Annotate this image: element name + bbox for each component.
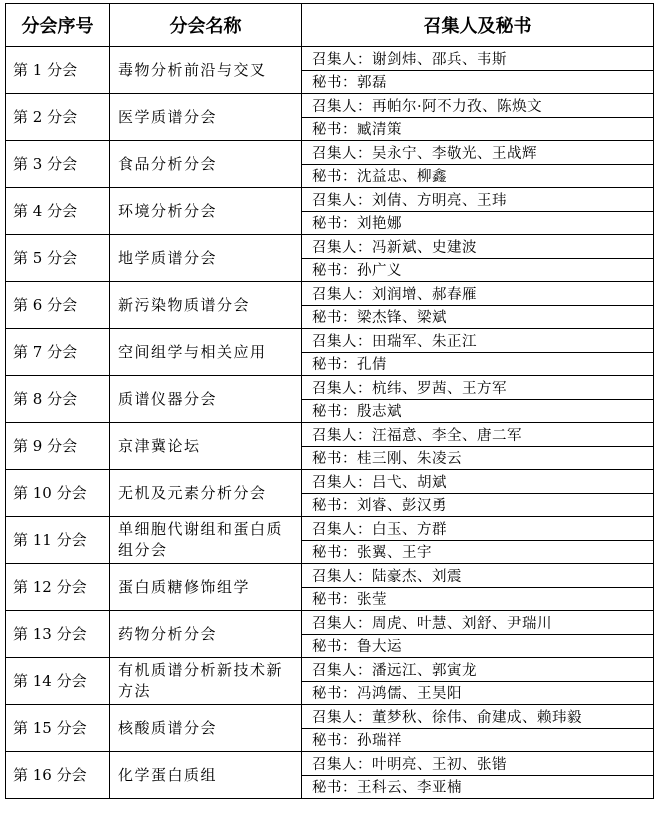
secretary-cell: 秘书：沈益忠、柳鑫 [302, 164, 654, 188]
secretary-cell: 秘书：梁杰锋、梁斌 [302, 305, 654, 329]
subconference-name: 京津冀论坛 [110, 423, 302, 470]
convener-cell: 召集人：田瑞军、朱正江 [302, 329, 654, 353]
subconference-name: 空间组学与相关应用 [110, 329, 302, 376]
convener-cell: 召集人：周虎、叶慧、刘舒、尹瑞川 [302, 611, 654, 635]
subconference-name: 化学蛋白质组 [110, 752, 302, 799]
convener-cell: 召集人：董梦秋、徐伟、俞建成、赖玮毅 [302, 705, 654, 729]
subconference-name: 地学质谱分会 [110, 235, 302, 282]
table-row [6, 141, 654, 165]
header-name: 分会名称 [110, 4, 302, 47]
secretary-cell: 秘书：孙瑞祥 [302, 728, 654, 752]
table-row [6, 517, 654, 541]
subconference-table [5, 3, 654, 799]
table-row [6, 470, 654, 494]
secretary-cell: 秘书：殷志斌 [302, 399, 654, 423]
secretary-cell: 秘书：臧清策 [302, 117, 654, 141]
convener-cell: 召集人：白玉、方群 [302, 517, 654, 541]
table-row [6, 376, 654, 400]
subconference-name: 医学质谱分会 [110, 94, 302, 141]
header-row [6, 4, 654, 47]
subconference-number: 第 9 分会 [6, 423, 110, 470]
secretary-cell: 秘书：桂三刚、朱凌云 [302, 446, 654, 470]
header-people: 召集人及秘书 [302, 4, 654, 47]
subconference-number: 第 14 分会 [6, 658, 110, 705]
convener-cell: 召集人：刘润增、郝春雁 [302, 282, 654, 306]
secretary-cell: 秘书：刘艳娜 [302, 211, 654, 235]
subconference-number: 第 11 分会 [6, 517, 110, 564]
convener-cell: 召集人：陆豪杰、刘震 [302, 564, 654, 588]
subconference-number: 第 2 分会 [6, 94, 110, 141]
subconference-number: 第 6 分会 [6, 282, 110, 329]
subconference-name: 核酸质谱分会 [110, 705, 302, 752]
table-row [6, 658, 654, 682]
convener-cell: 召集人：谢剑炜、邵兵、韦斯 [302, 47, 654, 71]
subconference-name: 无机及元素分析分会 [110, 470, 302, 517]
table-row [6, 235, 654, 259]
secretary-cell: 秘书：孙广义 [302, 258, 654, 282]
subconference-number: 第 15 分会 [6, 705, 110, 752]
header-no: 分会序号 [6, 4, 110, 47]
table-row [6, 752, 654, 776]
secretary-cell: 秘书：张翼、王宇 [302, 540, 654, 564]
subconference-name: 环境分析分会 [110, 188, 302, 235]
subconference-name: 新污染物质谱分会 [110, 282, 302, 329]
secretary-cell: 秘书：孔倩 [302, 352, 654, 376]
subconference-number: 第 5 分会 [6, 235, 110, 282]
subconference-number: 第 3 分会 [6, 141, 110, 188]
subconference-number: 第 10 分会 [6, 470, 110, 517]
convener-cell: 召集人：吴永宁、李敬光、王战辉 [302, 141, 654, 165]
table-row [6, 564, 654, 588]
convener-cell: 召集人：再帕尔·阿不力孜、陈焕文 [302, 94, 654, 118]
table-row [6, 94, 654, 118]
secretary-cell: 秘书：张莹 [302, 587, 654, 611]
convener-cell: 召集人：汪福意、李全、唐二军 [302, 423, 654, 447]
convener-cell: 召集人：刘倩、方明亮、王玮 [302, 188, 654, 212]
table-row [6, 705, 654, 729]
convener-cell: 召集人：潘远江、郭寅龙 [302, 658, 654, 682]
convener-cell: 召集人：杭纬、罗茜、王方军 [302, 376, 654, 400]
subconference-number: 第 4 分会 [6, 188, 110, 235]
secretary-cell: 秘书：王科云、李亚楠 [302, 775, 654, 799]
secretary-cell: 秘书：冯鸿儒、王昊阳 [302, 681, 654, 705]
subconference-number: 第 1 分会 [6, 47, 110, 94]
subconference-number: 第 7 分会 [6, 329, 110, 376]
secretary-cell: 秘书：郭磊 [302, 70, 654, 94]
subconference-name: 药物分析分会 [110, 611, 302, 658]
table-row [6, 47, 654, 71]
convener-cell: 召集人：吕弋、胡斌 [302, 470, 654, 494]
convener-cell: 召集人：冯新斌、史建波 [302, 235, 654, 259]
subconference-name: 蛋白质糖修饰组学 [110, 564, 302, 611]
convener-cell: 召集人：叶明亮、王初、张锴 [302, 752, 654, 776]
subconference-name: 有机质谱分析新技术新方法 [110, 658, 302, 705]
table-row [6, 611, 654, 635]
table-row [6, 329, 654, 353]
table-body [6, 47, 654, 799]
secretary-cell: 秘书：刘睿、彭汉勇 [302, 493, 654, 517]
subconference-name: 质谱仪器分会 [110, 376, 302, 423]
subconference-name: 食品分析分会 [110, 141, 302, 188]
secretary-cell: 秘书：鲁大运 [302, 634, 654, 658]
table-row [6, 282, 654, 306]
table-row [6, 188, 654, 212]
subconference-number: 第 16 分会 [6, 752, 110, 799]
subconference-number: 第 13 分会 [6, 611, 110, 658]
subconference-name: 毒物分析前沿与交叉 [110, 47, 302, 94]
subconference-number: 第 12 分会 [6, 564, 110, 611]
table-row [6, 423, 654, 447]
subconference-name: 单细胞代谢组和蛋白质组分会 [110, 517, 302, 564]
subconference-number: 第 8 分会 [6, 376, 110, 423]
